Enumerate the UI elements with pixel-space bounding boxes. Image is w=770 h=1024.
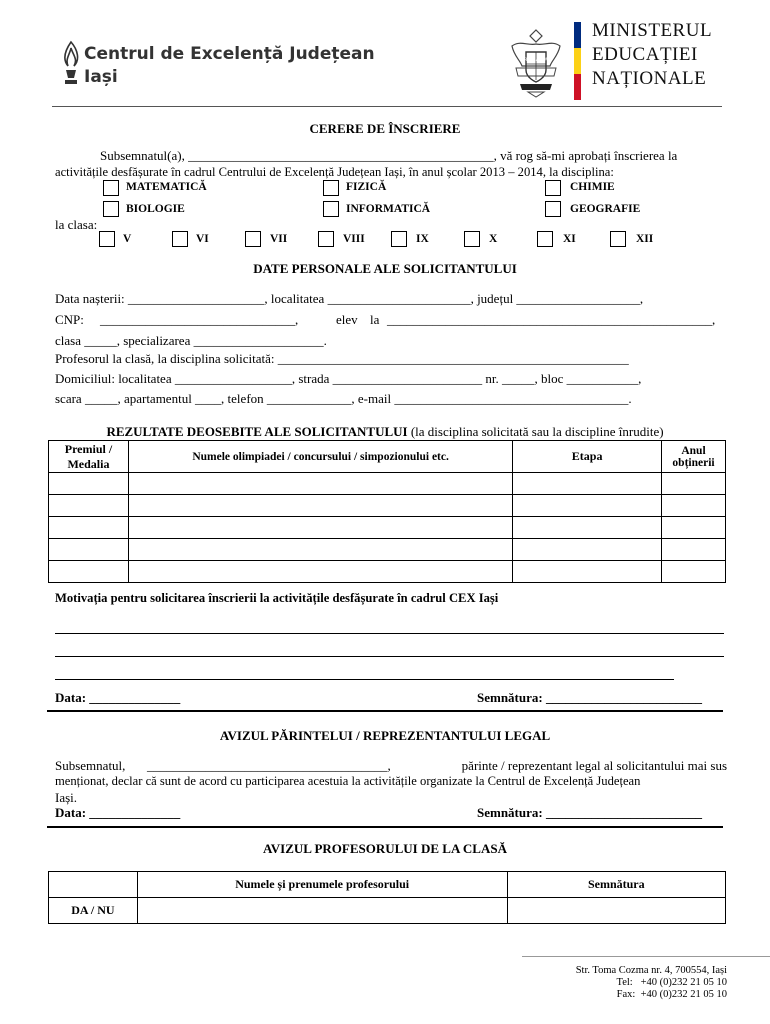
flag-red-stripe [574, 74, 581, 100]
table-cell[interactable] [513, 495, 662, 517]
col-teacher-signature: Semnătura [507, 872, 725, 898]
footer-tel: +40 (0)232 21 05 10 [640, 977, 727, 988]
discipline-label-matematica: MATEMATICĂ [126, 181, 207, 193]
table-cell[interactable] [128, 561, 512, 583]
teacher-signature-cell[interactable] [507, 898, 725, 924]
table-row[interactable] [49, 495, 726, 517]
checkbox-geografie[interactable] [545, 201, 561, 217]
table-row[interactable] [49, 517, 726, 539]
table-cell[interactable] [128, 473, 512, 495]
parent-role-text: părinte / reprezentant legal al solicitantului mai sus [461, 758, 727, 773]
motivation-line-2[interactable] [55, 656, 724, 657]
approval-yes-no[interactable]: DA / NU [49, 898, 138, 924]
teacher-header-row [49, 872, 726, 898]
ministry-line1: MINISTERUL [592, 20, 713, 41]
romanian-flag-stripe [574, 22, 581, 100]
coat-banner-text: ROMANIA [524, 58, 548, 63]
checkbox-class-vii[interactable] [245, 231, 261, 247]
parent-consent-end: Iași. [55, 790, 78, 805]
intro-request-text: , vă rog să-mi aprobați înscrierea la [493, 148, 678, 163]
at-label: la [370, 312, 380, 327]
table-cell[interactable] [513, 561, 662, 583]
discipline-label-biologie: BIOLOGIE [126, 203, 185, 215]
class-label-v: V [123, 233, 132, 245]
parent-consent-text: menționat, declar că sunt de acord cu participarea acestuia la activitățile organizate la Centrul de Excelență Județean [55, 774, 641, 788]
table-cell[interactable] [49, 517, 129, 539]
col-etapa: Etapa [513, 441, 662, 473]
footer-tel-label: Tel: [616, 977, 633, 988]
checkbox-class-xii[interactable] [610, 231, 626, 247]
institution-name: Centrul de Excelență Județean [84, 44, 375, 64]
class-label-vii: VII [270, 233, 288, 245]
results-note: (la disciplina solicitată sau la discipline înrudite) [407, 424, 664, 439]
parent-signature-field[interactable]: Semnătura: ________________________ [477, 805, 702, 820]
institution-city: Iași [84, 67, 118, 87]
table-cell [49, 872, 138, 898]
col-olimpiada: Numele olimpiadei / concursului / simpozionului etc. [128, 441, 512, 473]
class-label-vi: VI [196, 233, 209, 245]
table-cell[interactable] [513, 473, 662, 495]
section-divider-1 [47, 710, 723, 712]
checkbox-biologie[interactable] [103, 201, 119, 217]
col-anul: Anul obținerii [662, 441, 726, 473]
table-cell[interactable] [662, 539, 726, 561]
motivation-line-1[interactable] [55, 633, 724, 634]
checkbox-class-x[interactable] [464, 231, 480, 247]
teacher-approval-table [48, 871, 726, 924]
col-premiul: Premiul / Medalia [49, 441, 129, 473]
table-cell[interactable] [128, 539, 512, 561]
footer-fax-label: Fax: [616, 989, 636, 1000]
class-specialization-fields[interactable]: clasa _____, specializarea ____________________. [55, 333, 327, 348]
teacher-field[interactable]: Profesorul la clasă, la disciplina solicitată: ______________________________________________________ [55, 351, 629, 366]
motivation-date-field[interactable]: Data: ______________ [55, 690, 181, 705]
student-label: elev [336, 312, 358, 327]
table-cell[interactable] [662, 561, 726, 583]
teacher-title: AVIZUL PROFESORULUI DE LA CLASĂ [263, 841, 507, 856]
personal-data-title: DATE PERSONALE ALE SOLICITANTULUI [253, 261, 517, 276]
checkbox-chimie[interactable] [545, 180, 561, 196]
table-row[interactable] [49, 539, 726, 561]
parent-name-field[interactable]: _____________________________________, [147, 758, 391, 773]
checkbox-class-v[interactable] [99, 231, 115, 247]
section-divider-2 [47, 826, 723, 828]
table-cell[interactable] [128, 517, 512, 539]
birth-locality-county-fields[interactable]: Data nașterii: _____________________, localitatea ______________________, județul ___________________, [55, 291, 644, 306]
checkbox-informatica[interactable] [323, 201, 339, 217]
results-title: REZULTATE DEOSEBITE ALE SOLICITANTULUI [106, 424, 408, 439]
table-cell[interactable] [662, 495, 726, 517]
parent-title: AVIZUL PĂRINTELUI / REPREZENTANTULUI LEGAL [219, 728, 551, 743]
table-cell[interactable] [128, 495, 512, 517]
table-cell[interactable] [513, 517, 662, 539]
flag-blue-stripe [574, 22, 581, 48]
discipline-label-fizica: FIZICĂ [346, 181, 387, 193]
table-cell[interactable] [49, 561, 129, 583]
col-teacher-name: Numele și prenumele profesorului [137, 872, 507, 898]
checkbox-class-vi[interactable] [172, 231, 188, 247]
class-label: la clasa: [55, 217, 98, 232]
class-label-viii: VIII [343, 233, 365, 245]
table-cell[interactable] [49, 539, 129, 561]
results-header-row [49, 441, 726, 473]
class-label-ix: IX [416, 233, 429, 245]
results-table [48, 440, 726, 583]
header-divider [52, 106, 722, 107]
class-label-x: X [489, 233, 498, 245]
class-label-xii: XII [636, 233, 654, 245]
contact-fields[interactable]: scara _____, apartamentul ____, telefon _____________, e-mail ____________________________________. [55, 391, 632, 406]
table-cell[interactable] [662, 473, 726, 495]
intro-label: Subsemnatul(a), [100, 148, 189, 163]
flame-logo-icon [60, 40, 82, 88]
discipline-label-chimie: CHIMIE [570, 181, 615, 193]
form-title: CERERE DE ÎNSCRIERE [309, 121, 461, 136]
teacher-name-cell[interactable] [137, 898, 507, 924]
ministry-line2: EDUCAȚIEI [592, 44, 698, 65]
footer-fax: +40 (0)232 21 05 10 [640, 989, 727, 1000]
checkbox-class-xi[interactable] [537, 231, 553, 247]
table-cell[interactable] [49, 473, 129, 495]
table-cell[interactable] [662, 517, 726, 539]
motivation-signature-field[interactable]: Semnătura: ________________________ [477, 690, 702, 705]
discipline-label-geografie: GEOGRAFIE [570, 203, 641, 215]
motivation-line-3[interactable] [55, 679, 674, 680]
cnp-label: CNP: [55, 312, 84, 327]
intro-line2: activitățile desfășurate în cadrul Centrului de Excelență Județean Iași, în anul școlar 2013 – 2014, la disciplina: [55, 165, 614, 179]
school-field[interactable]: __________________________________________________, [387, 312, 716, 327]
checkbox-class-viii[interactable] [318, 231, 334, 247]
discipline-label-informatica: INFORMATICĂ [346, 203, 431, 215]
flag-yellow-stripe [574, 48, 581, 74]
motivation-title: Motivația pentru solicitarea înscrierii la activitățile desfășurate în cadrul CEX Iași [55, 591, 499, 605]
table-row[interactable] [49, 561, 726, 583]
address-fields[interactable]: Domiciliul: localitatea __________________, strada _______________________ nr. _____, bloc ___________, [55, 371, 642, 386]
checkbox-class-ix[interactable] [391, 231, 407, 247]
checkbox-matematica[interactable] [103, 180, 119, 196]
parent-date-field[interactable]: Data: ______________ [55, 805, 181, 820]
table-row[interactable] [49, 473, 726, 495]
table-cell[interactable] [49, 495, 129, 517]
ministry-line3: NAȚIONALE [592, 68, 707, 89]
table-row[interactable] [49, 898, 726, 924]
cnp-field[interactable]: ______________________________, [100, 312, 299, 327]
footer-rule [522, 956, 770, 957]
class-label-xi: XI [563, 233, 576, 245]
checkbox-fizica[interactable] [323, 180, 339, 196]
applicant-name-field[interactable]: _______________________________________________ [188, 148, 494, 163]
table-cell[interactable] [513, 539, 662, 561]
parent-label: Subsemnatul, [55, 758, 126, 773]
footer-address: Str. Toma Cozma nr. 4, 700554, Iași [575, 965, 727, 976]
